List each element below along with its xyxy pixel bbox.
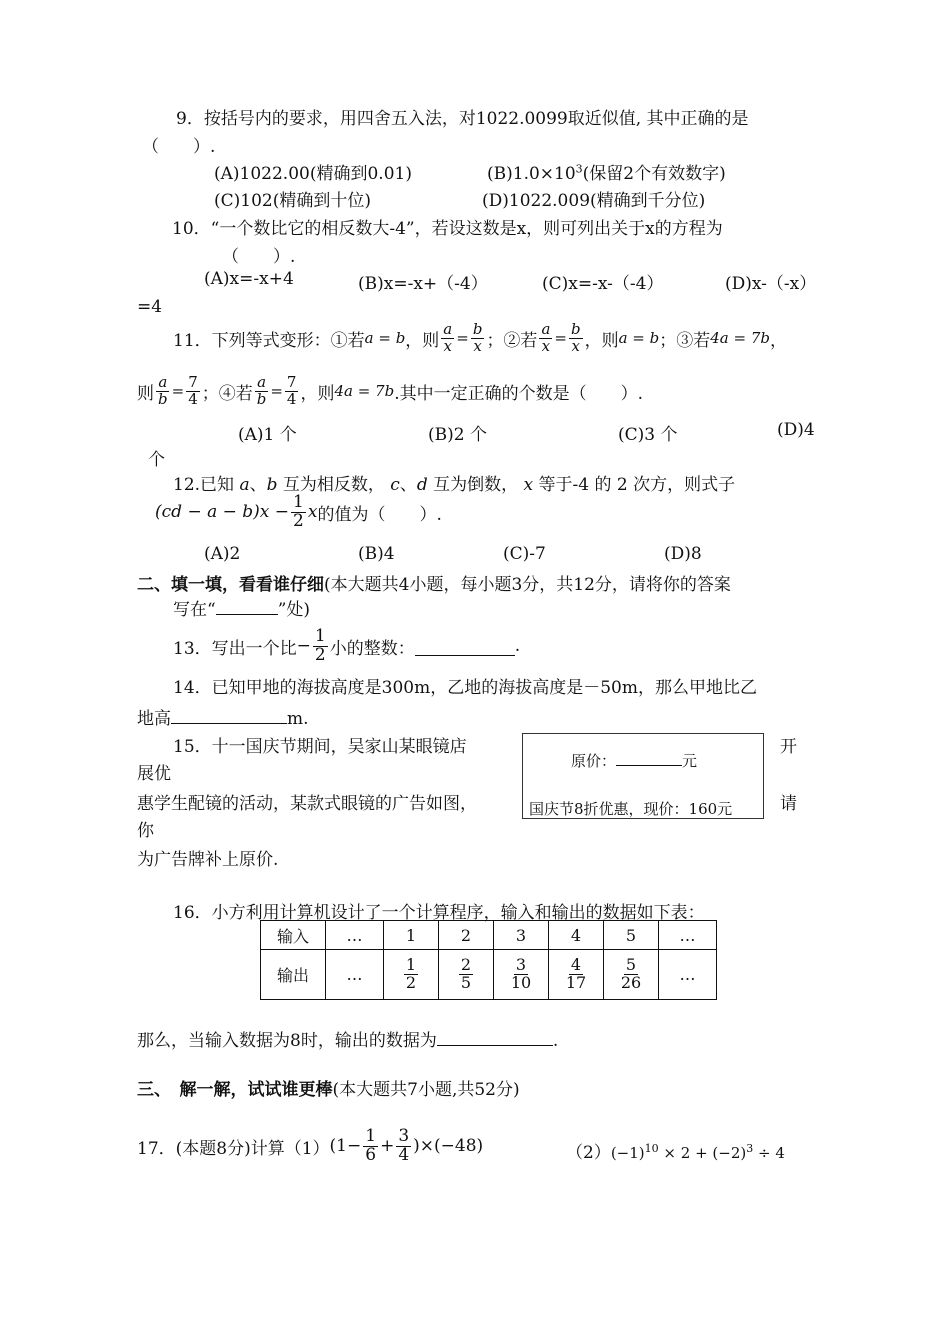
q9-answer-paren: （ ）. [142,137,216,157]
q15-line5: 为广告牌补上原价. [137,850,279,870]
q11-intro: 11．下列等式变形：①若 [173,330,365,351]
q17-expr1-close: )×(−48) [413,1136,484,1157]
q9-option-b-exp: 3 [575,162,583,176]
q12-sep-1: 、 [249,475,267,495]
q16-input-label: 输入 [261,921,326,950]
section-2-instr-b: ”处) [277,600,311,620]
section-3-desc: (本大题共7小题,共52分) [332,1080,520,1100]
q9-option-b-base: (B)1.0×10 [487,164,576,184]
q13-answer-blank[interactable] [415,637,515,656]
q12-option-a: (A)2 [204,544,241,564]
q17-frac-1-6: $\frac{1}{6}$ [365,1126,377,1165]
q16-output-cell: $\frac{5}{26}$ [604,950,659,1000]
q11-equals: = [456,329,469,348]
q16-output-cell: $\frac{4}{17}$ [549,950,604,1000]
q16-input-dots-left: … [326,921,384,950]
q17-part2-label: （2） [566,1143,611,1163]
q13-tail: 小的整数： [329,638,415,659]
q15-ad-price-label: 原价： [571,752,617,770]
q11-option-a: (A)1 个 [238,425,297,445]
q13-minus: − [296,636,311,657]
q12-reciprocal: 互为倒数， [433,475,519,495]
q17-line [137,1128,483,1165]
q11-then-1: ，则 [405,330,440,351]
q12-line2 [155,494,442,531]
q12-var-d: d [416,475,428,495]
q11-eq-4a-7b: 4a = 7b [710,329,770,348]
q12-option-d: (D)8 [664,544,702,564]
q11-comma: ， [769,330,787,351]
q17-frac-3-4: $\frac{3}{4}$ [398,1126,410,1165]
q12-question: 的值为（ ）. [317,504,442,525]
q12-var-c: c [390,475,400,495]
q16-after-a: 那么，当输入数据为8时，输出的数据为 [137,1031,437,1051]
q11-case-2: ；②若 [486,330,538,351]
q17-expr2-c: ÷ 4 [753,1144,785,1162]
q16-output-label: 输出 [261,950,326,1000]
q16-stem: 16．小方利用计算机设计了一个计算程序，输入和输出的数据如下表： [173,903,705,923]
q17-expr2-exp1: 10 [644,1142,659,1155]
q14-line2 [137,704,309,729]
q16-answer-blank[interactable] [437,1027,553,1046]
q14-line2-b: m. [287,709,309,729]
q13-frac-half: $\frac{1}{2}$ [314,626,326,665]
q15-advertisement-board [522,733,764,819]
q9-option-c: (C)102(精确到十位) [214,191,371,211]
q9-stem: 9．按括号内的要求，用四舍五入法，对1022.0099取近似值, 其中正确的是 [176,109,749,129]
q11-then-2: ，则 [584,330,619,351]
q11-eq-a-b: a = b [364,329,406,348]
section-2-heading [137,570,731,595]
q9-option-a: (A)1022.00(精确到0.01) [214,164,412,184]
q16-input-cell: 4 [549,921,604,950]
q12-condition: 等于-4 的 2 次方，则式子 [538,475,736,495]
section-2-title: 二、填一填，看看谁仔细 [137,575,324,595]
q15-line3-right: 请 [780,794,797,814]
q16-after-b: . [552,1031,559,1051]
q16-output-cell: $\frac{2}{5}$ [439,950,494,1000]
q12-var-a: a [239,475,250,495]
q11-frac-7-over-4: $\frac{7}{4}$ [188,373,198,408]
q15-line2: 展优 [137,764,171,784]
q16-after-line [137,1026,558,1051]
q15-line1: 15．十一国庆节期间，吴家山某眼镜店 [173,737,467,757]
q11-question: .其中一定正确的个数是（ ）. [394,383,644,404]
q11-option-c: (C)3 个 [618,425,678,445]
q14-line1: 14．已知甲地的海拔高度是300m，乙地的海拔高度是－50m，那么甲地比乙 [173,678,757,698]
q17-expr2-a: (−1) [610,1144,645,1162]
q16-output-dots-right: … [659,950,717,1000]
section-2-heading-line2 [173,595,310,620]
q16-input-row [261,921,717,950]
q11-option-d: (D)4 [777,420,815,440]
q16-output-dots-left: … [326,950,384,1000]
q12-option-c: (C)-7 [503,544,546,564]
q11-frac-7-over-4-2: $\frac{7}{4}$ [286,373,297,408]
q12-line1 [173,470,735,495]
q11-frac-a-over-x: $\frac{a}{x}$ [443,320,453,355]
section-3-title: 三、 解一解，试试谁更棒 [137,1080,333,1100]
q11-equals-2: = [554,329,567,348]
q9-option-d: (D)1022.009(精确到千分位) [482,191,706,211]
section-2-desc: (本大题共4小题，每小题3分，共12分，请将你的答案 [324,575,731,595]
q17-plus: + [380,1136,395,1157]
q13-line [173,628,520,665]
q16-output-cell: $\frac{1}{2}$ [384,950,439,1000]
q16-input-cell: 5 [604,921,659,950]
q11-frac-a-over-b-2: $\frac{a}{b}$ [256,373,267,408]
q16-io-table [260,920,717,1000]
q14-answer-blank[interactable] [171,707,287,724]
q16-input-dots-right: … [659,921,717,950]
q12-var-x: x [523,475,534,495]
q9-option-b [487,159,726,184]
q17-expr2-b: × 2 + (−2) [658,1144,747,1162]
q15-ad-unit: 元 [682,752,698,770]
q10-answer-paren: （ ）. [222,247,296,267]
q10-option-c: (C)x=-x-（-4） [542,274,664,294]
q13-stem: 13．写出一个比 [173,638,297,659]
q11-equals-3: = [171,382,185,401]
q12-opposite: 互为相反数， [282,475,385,495]
q9-option-b-note: (保留2个有效数字) [582,164,726,184]
q12-var-b: b [266,475,278,495]
q10-option-a: (A)x=-x+4 [204,269,294,289]
q11-eq-a-b-2: a = b [618,329,660,348]
q10-option-b: (B)x=-x+（-4） [358,274,488,294]
q15-line4: 你 [137,821,154,841]
q12-expr: (cd − a − b)x − [155,502,290,523]
q11-equals-4: = [270,382,283,401]
q11-frac-a-over-b: $\frac{a}{b}$ [158,373,168,408]
q13-end: . [514,636,521,657]
q10-option-d: (D)x-（-x） [725,274,817,294]
q12-sep-2: 、 [399,475,417,495]
q16-input-cell: 2 [439,921,494,950]
q11-frac-a-over-x-2: $\frac{a}{x}$ [541,320,551,355]
q11-option-d-continued: 个 [148,450,165,470]
section-3-heading [137,1075,520,1100]
q10-stem: 10．“一个数比它的相反数大-4”，若设这数是x，则可列出关于x的方程为 [172,219,723,239]
q11-then-3: 则 [137,383,154,404]
q11-line1 [173,322,787,355]
q11-case-4: ；④若 [201,383,253,404]
q15-ad-price-line [571,750,697,771]
section-2-instr-a: 写在“ [173,600,216,620]
q16-output-cell: $\frac{3}{10}$ [494,950,549,1000]
q12-option-b: (B)4 [358,544,395,564]
q12-intro: 12.已知 [173,475,235,495]
q17-stem: 17．(本题8分)计算（1） [137,1138,330,1159]
q17-part2 [566,1138,785,1163]
q17-expr1-open: (1− [329,1136,362,1157]
q15-ad-price-blank[interactable] [616,751,682,766]
q11-frac-b-over-x-2: $\frac{b}{x}$ [570,320,581,355]
q16-input-cell: 1 [384,921,439,950]
q11-case-3: ；③若 [659,330,711,351]
q11-option-b: (B)2 个 [428,425,487,445]
q12-expr-x: x [307,502,318,523]
q11-eq-4a-7b-2: 4a = 7b [334,382,395,401]
q15-ad-discount: 国庆节8折优惠，现价：160元 [529,800,733,818]
q10-option-d-continued: =4 [137,297,163,317]
q15-line3: 惠学生配镜的活动，某款式眼镜的广告如图， [137,794,477,814]
q16-output-row [261,950,717,1000]
q14-line2-a: 地高 [137,709,171,729]
q11-line2 [137,375,643,408]
q15-line1-right: 开 [780,737,797,757]
q11-frac-b-over-x: $\frac{b}{x}$ [472,320,483,355]
q17-expr2-exp2: 3 [746,1142,754,1155]
q11-then-4: ，则 [300,383,335,404]
section-2-blank-sample [216,614,278,615]
q12-frac-half: $\frac{1}{2}$ [293,492,304,531]
q16-input-cell: 3 [494,921,549,950]
